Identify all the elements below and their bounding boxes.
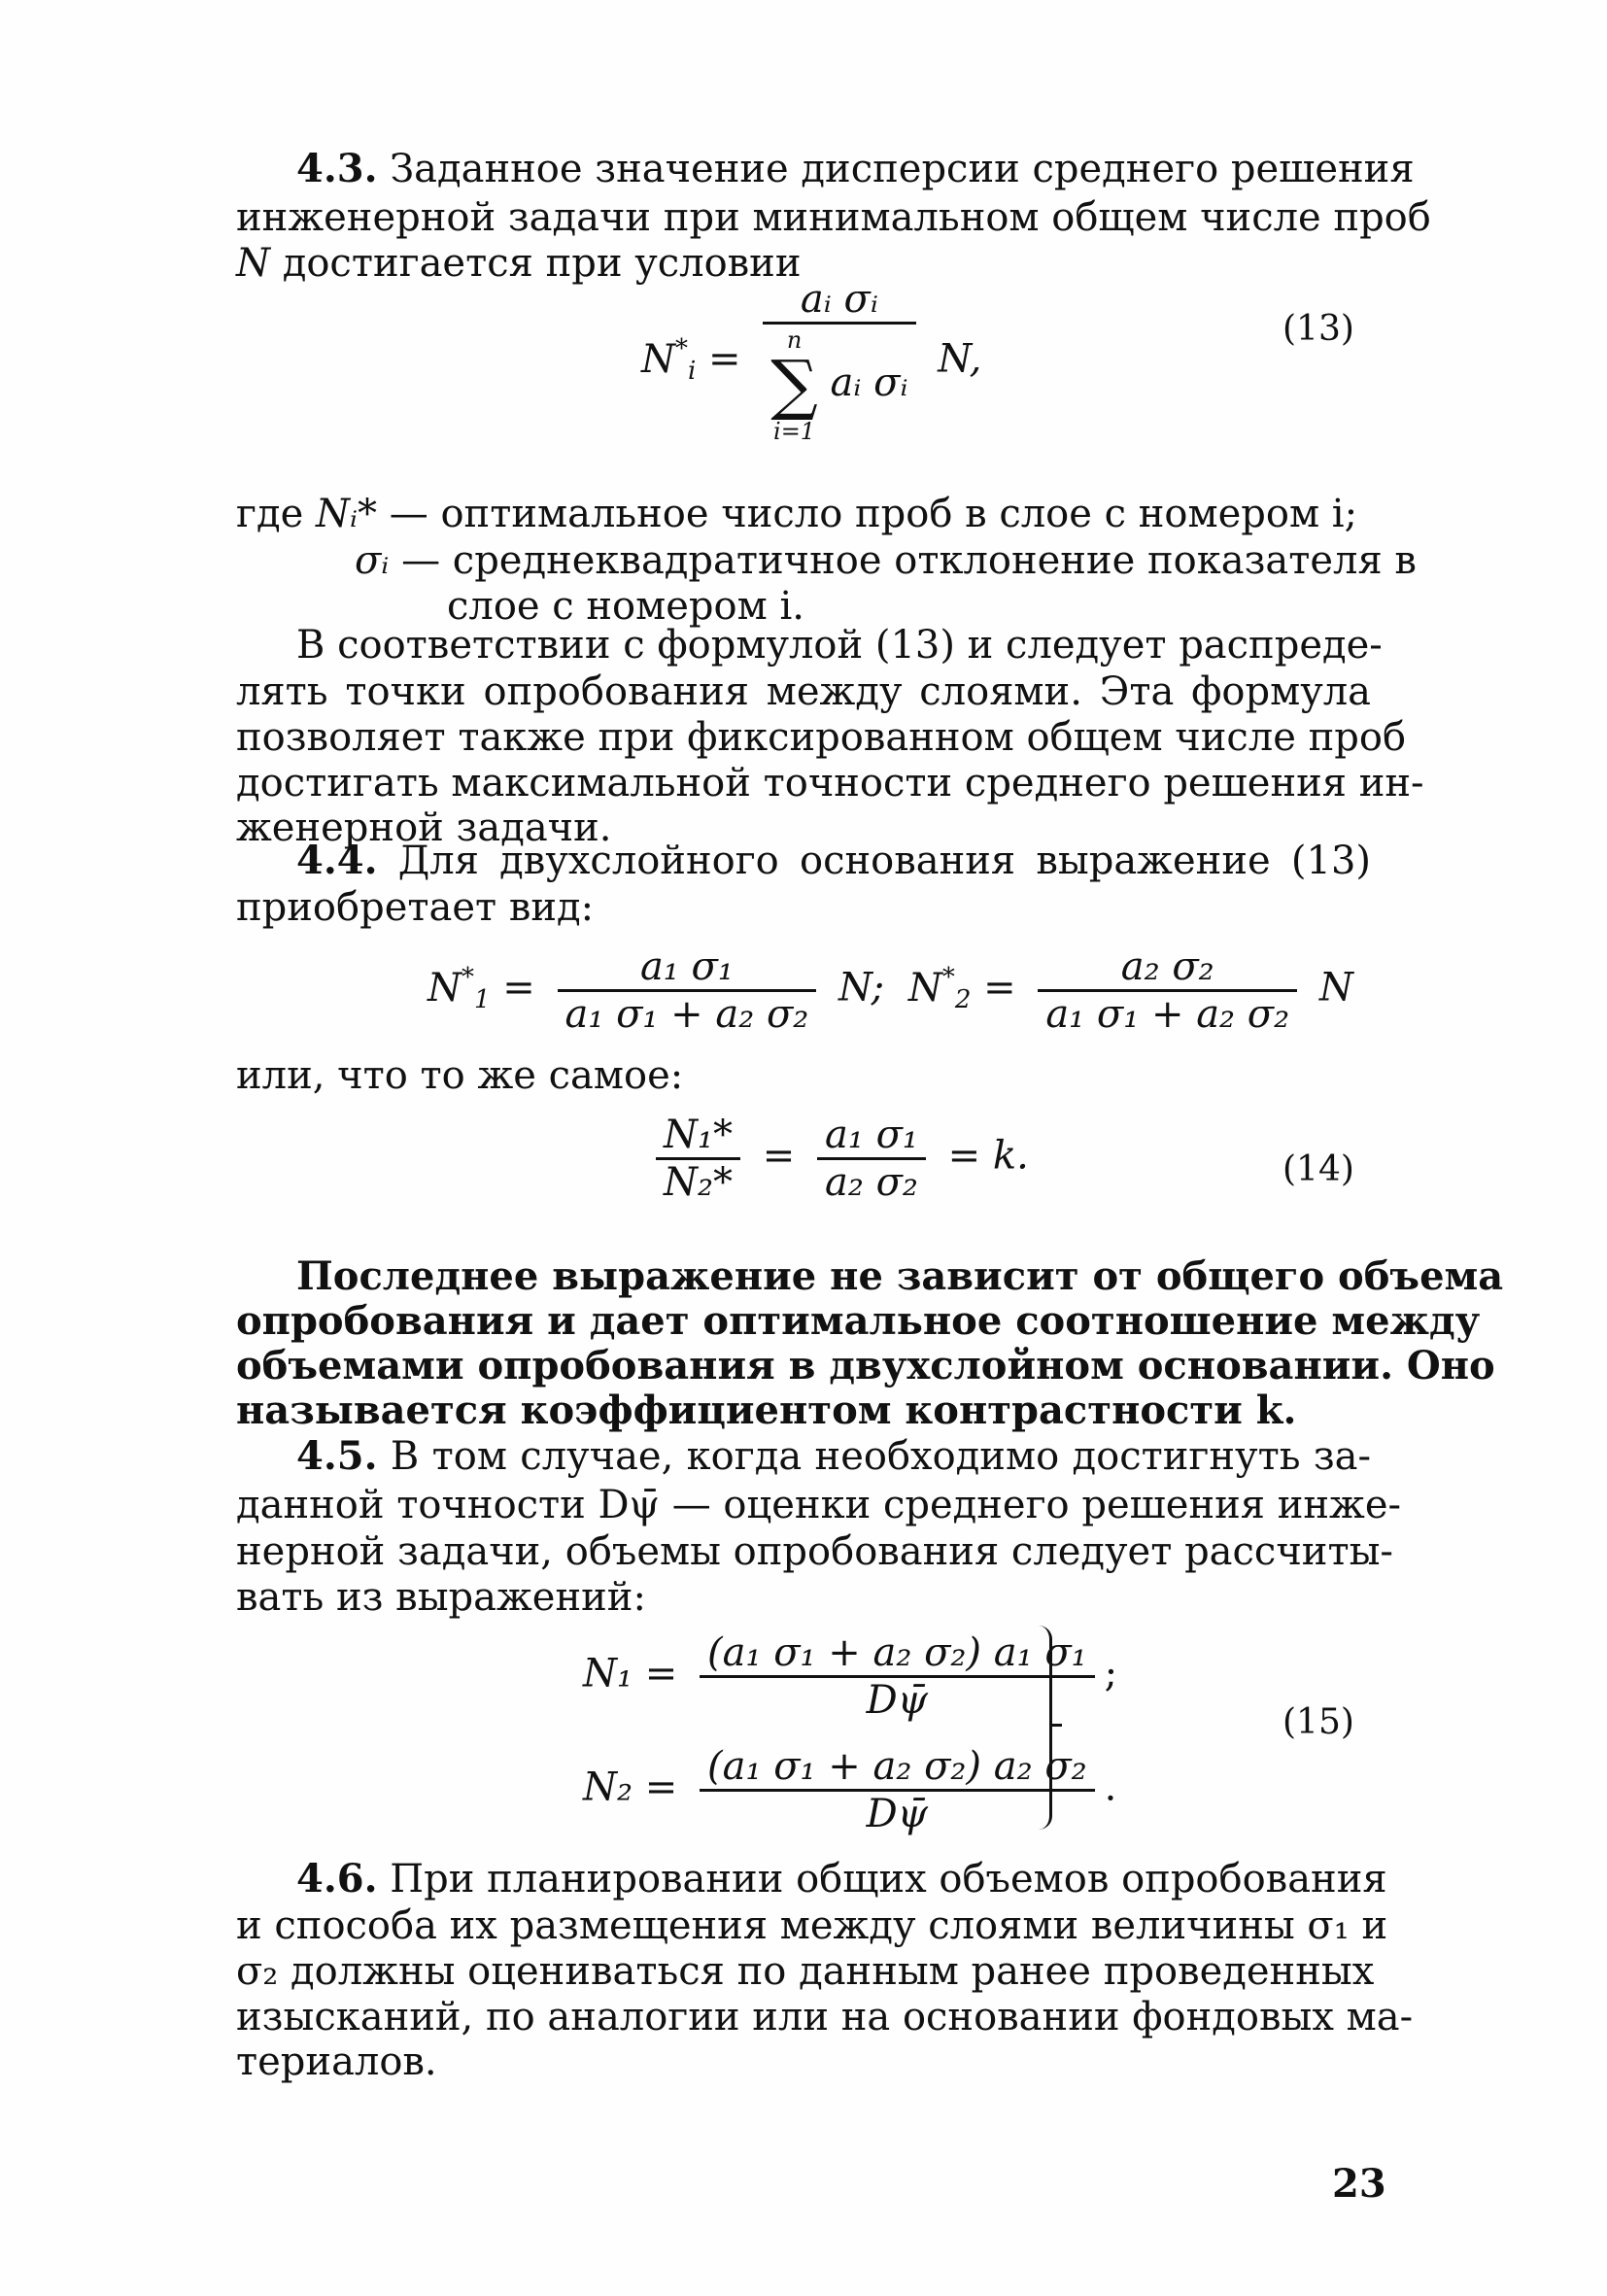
eq15-n2-numerator: (a₁ σ₁ + a₂ σ₂) a₂ σ₂ xyxy=(700,1744,1095,1792)
eq14-tail: = k. xyxy=(947,1133,1029,1179)
eq-n2-denominator: a₁ σ₁ + a₂ σ₂ xyxy=(1045,992,1290,1037)
s44-line-2: приобретает вид: xyxy=(236,885,595,930)
s46-line-2: и способа их размещения между слоями величины σ₁ и xyxy=(236,1903,1388,1948)
sum-upper-limit: n xyxy=(786,326,803,354)
eq13-summand: aᵢ σᵢ xyxy=(830,360,908,405)
brace-tip xyxy=(1050,1724,1062,1727)
para1-line-2: лять точки опробования между слоями. Эта формула xyxy=(236,669,1371,714)
eq15-n2-lhs: N₂ = xyxy=(583,1765,678,1810)
equation-13: $N^*_i$ = aᵢ σᵢ n ∑ i=1 aᵢ σᵢ N, xyxy=(641,277,982,445)
eq-n2-tail: N xyxy=(1318,965,1353,1011)
where-line-1: где Nᵢ* — оптимальное число проб в слое с номером i; xyxy=(236,492,1358,536)
eq13-numerator: aᵢ σᵢ xyxy=(763,277,915,325)
equation-14: $\frac{\text{N₁*}}{\text{N₂*}}$ = $\frac{\text{a₁ σ₁}}{\text{a₂ σ₂}}$ = k. xyxy=(646,1113,1029,1205)
s46-line-1: 4.6. При планировании общих объемов опробования xyxy=(296,1856,1387,1902)
equation-14-number: (14) xyxy=(1282,1149,1354,1189)
para1-line-4: достигать максимальной точности среднего решения ин- xyxy=(236,761,1424,805)
s44-line-1: 4.4. Для двухслойного основания выражение (13) xyxy=(296,838,1371,883)
eq15-n1-denominator: Dψ̄ xyxy=(866,1678,929,1723)
eq13-fraction xyxy=(763,277,915,447)
s43-text-1: Заданное значение дисперсии среднего решения xyxy=(390,147,1415,191)
s45-line-3: нерной задачи, объемы опробования следует рассчиты- xyxy=(236,1529,1393,1574)
eq13-denominator xyxy=(763,325,915,447)
s45-number: 4.5. xyxy=(296,1433,378,1479)
eq-n1-fraction xyxy=(558,944,817,1037)
sum-lower-limit: i=1 xyxy=(773,418,816,445)
page-number: 23 xyxy=(1332,2161,1386,2207)
eq-n2-numerator: a₂ σ₂ xyxy=(1038,944,1297,992)
eq15-n1-lhs: N₁ = xyxy=(583,1651,678,1696)
s46-number: 4.6. xyxy=(296,1856,378,1902)
s43-text-3: достигается при условии xyxy=(270,241,802,286)
eq-n1-numerator: a₁ σ₁ xyxy=(558,944,817,992)
s45-line-1: 4.5. В том случае, когда необходимо достигнуть за- xyxy=(296,1433,1372,1479)
where-var-n: Nᵢ* xyxy=(315,492,378,536)
where-line-2: σᵢ — среднеквадратичное отклонение показателя в xyxy=(355,538,1417,583)
equation-two-layer: $N^*_1$ = $\frac{\text{a₁ σ₁}}{\text{a₁ σ₁ + a₂ σ₂}}$ N; $N^*_2$ = $\frac{\text{a₂ σ₂}}{\text{a₁ σ₁ + a₂ σ₂}}$ N xyxy=(427,944,1353,1037)
eq-n1-lhs: $N^*_1$ xyxy=(427,962,491,1014)
para1-line-3: позволяет также при фиксированном общем числе проб xyxy=(236,715,1407,760)
eq14-right-numerator: a₁ σ₁ xyxy=(817,1113,926,1160)
sigma-symbol: ∑ xyxy=(770,347,818,424)
s43-line-2: инженерной задачи при минимальном общем числе проб xyxy=(236,195,1431,240)
eq13-summation xyxy=(770,325,818,447)
s43-var-n: N xyxy=(236,241,270,286)
eq14-right-denominator: a₂ σ₂ xyxy=(825,1160,918,1205)
eq-n1-denominator: a₁ σ₁ + a₂ σ₂ xyxy=(564,992,809,1037)
para2-line-3: объемами опробования в двухслойном основании. Оно xyxy=(236,1343,1495,1388)
eq14-left-fraction xyxy=(656,1113,740,1205)
eq13-lhs: $N^*_i$ xyxy=(641,333,697,386)
eq-n2-fraction xyxy=(1038,944,1297,1037)
s44-number: 4.4. xyxy=(296,838,378,883)
s46-line-4: изысканий, по аналогии или на основании фондовых ма- xyxy=(236,1995,1414,2039)
eq13-rhs: N, xyxy=(938,336,982,382)
equation-15-row-1: N₁ = $\frac{\text{(a₁ σ₁ + a₂ σ₂) a₁ σ₁}}{D\psī}$ ; xyxy=(583,1630,1118,1723)
where-line-3: слое с номером i. xyxy=(447,584,804,629)
eq15-n2-fraction xyxy=(700,1744,1095,1836)
s46-line-3: σ₂ должны оцениваться по данным ранее проведенных xyxy=(236,1949,1375,1994)
eq15-n1-numerator: (a₁ σ₁ + a₂ σ₂) a₁ σ₁ xyxy=(700,1630,1095,1678)
para1-line-1: В соответствии с формулой (13) и следует распреде- xyxy=(296,623,1383,668)
para2-line-4: называется коэффициентом контрастности k. xyxy=(236,1388,1297,1433)
right-brace-icon xyxy=(1038,1626,1052,1830)
eq15-n1-fraction xyxy=(700,1630,1095,1723)
para2-line-1: Последнее выражение не зависит от общего объема xyxy=(296,1253,1504,1299)
equation-15-number: (15) xyxy=(1282,1702,1354,1742)
eq-n2-lhs: $N^*_2$ xyxy=(907,962,972,1014)
para2-line-2: опробования и дает оптимальное соотношение между xyxy=(236,1298,1481,1344)
equation-15-row-2: N₂ = $\frac{\text{(a₁ σ₁ + a₂ σ₂) a₂ σ₂}}{D\psī}$ . xyxy=(583,1744,1117,1836)
s45-line-4: вать из выражений: xyxy=(236,1575,646,1620)
where-var-sigma: σᵢ xyxy=(355,538,390,583)
eq14-left-denominator: N₂* xyxy=(664,1160,734,1205)
eq14-left-numerator: N₁* xyxy=(656,1113,740,1160)
s46-line-5: териалов. xyxy=(236,2039,437,2084)
eq14-right-fraction xyxy=(817,1113,926,1205)
s45-line-2: данной точности Dψ̄ — оценки среднего решения инже- xyxy=(236,1483,1402,1527)
equation-13-number: (13) xyxy=(1282,309,1354,349)
or-same-line: или, что то же самое: xyxy=(236,1053,684,1098)
para1-line-5: женерной задачи. xyxy=(236,805,612,850)
s43-line-1 xyxy=(296,146,1415,192)
eq-n1-tail: N; xyxy=(838,965,885,1011)
s43-number: 4.3. xyxy=(296,146,378,191)
eq15-n2-denominator: Dψ̄ xyxy=(866,1792,929,1836)
